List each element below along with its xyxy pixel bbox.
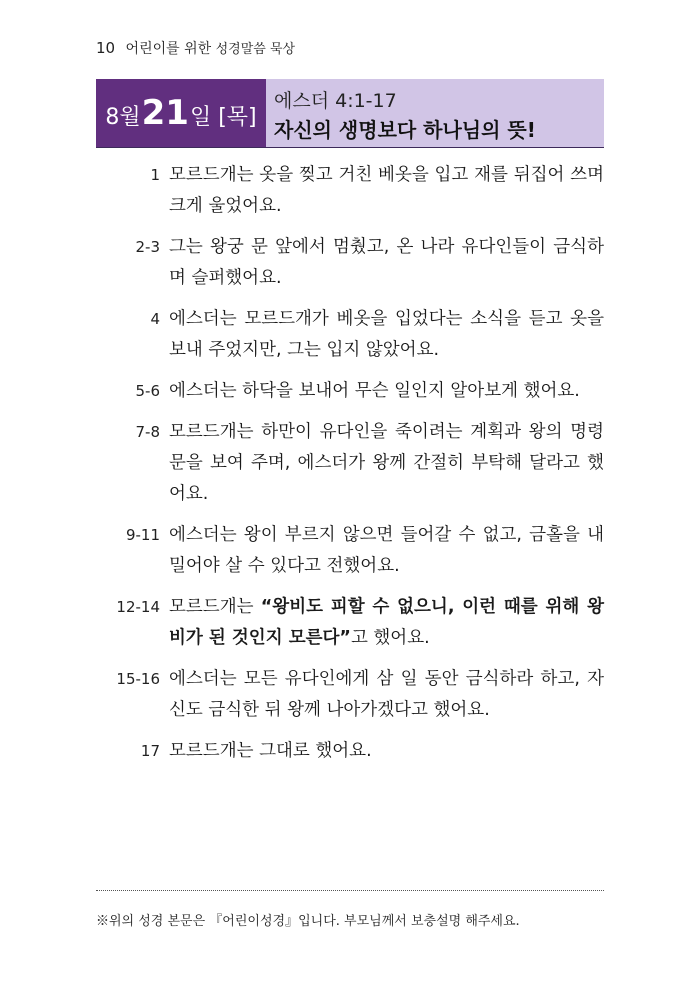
series-title: 어린이를 위한: [125, 41, 212, 57]
verse-text: [169, 664, 604, 726]
verse-number: 7-8: [135, 423, 160, 441]
date-box: [96, 79, 266, 147]
verse-text-plain: 모르드개는 하만이 유다인을 죽이려는 계획과 왕의 명령문을 보여 주며, 에스더가 왕께 간절히 부탁해 달라고 했어요.: [169, 422, 604, 504]
verse-item: [96, 592, 604, 654]
verse-text-tail: 고 했어요.: [350, 628, 430, 648]
page-number: 10: [96, 39, 116, 57]
verse-text-emphasis: “왕비도 피할 수 없으니, 이런 때를 위해 왕비가 된 것인지 모른다”: [169, 597, 604, 648]
verse-number: 17: [140, 742, 160, 760]
verse-text-plain: 모르드개는 그대로 했어요.: [169, 741, 372, 761]
verse-item: [96, 232, 604, 294]
verse-text-plain: 그는 왕궁 문 앞에서 멈췄고, 온 나라 유다인들이 금식하며 슬퍼했어요.: [169, 237, 604, 288]
verse-number: 5-6: [135, 382, 160, 400]
passage-reference: 에스더 4:1-17: [274, 90, 397, 112]
date-day: 21: [141, 93, 189, 133]
verse-text-plain: 에스더는 모든 유다인에게 삼 일 동안 금식하라 하고, 자신도 금식한 뒤 왕께 나아가겠다고 했어요.: [169, 669, 604, 720]
verse-text-plain: 에스더는 모르드개가 베옷을 입었다는 소식을 듣고 옷을 보내 주었지만, 그는 입지 않았어요.: [169, 309, 604, 360]
date-weekday: 일 [목]: [189, 105, 257, 130]
verse-number: 15-16: [116, 670, 160, 688]
verse-text: [169, 520, 604, 582]
verse-text-plain: 모르드개는 옷을 찢고 거친 베옷을 입고 재를 뒤집어 쓰며 크게 울었어요.: [169, 165, 604, 216]
verse-text: [169, 304, 604, 366]
verse-text: [169, 417, 604, 510]
passage-box: [266, 79, 604, 147]
verse-text-plain: 모르드개는: [169, 597, 261, 617]
verse-text: [169, 736, 604, 767]
verse-text: [169, 592, 604, 654]
verse-number: 1: [150, 166, 160, 184]
verse-number: 9-11: [125, 526, 160, 544]
verse-list: [96, 160, 604, 777]
verse-text-plain: 에스더는 하닥을 보내어 무슨 일인지 알아보게 했어요.: [169, 381, 580, 401]
running-head: [96, 38, 295, 58]
verse-item: [96, 736, 604, 767]
book-title: 성경말씀 묵상: [215, 42, 296, 57]
verse-text: [169, 232, 604, 294]
verse-text: [169, 376, 604, 407]
verse-number: 12-14: [116, 598, 160, 616]
verse-number: 4: [150, 310, 160, 328]
verse-item: [96, 160, 604, 222]
verse-item: [96, 520, 604, 582]
verse-text: [169, 160, 604, 222]
verse-text-plain: 에스더는 왕이 부르지 않으면 들어갈 수 없고, 금홀을 내밀어야 살 수 있다고 전했어요.: [169, 525, 604, 576]
footer-divider: [96, 890, 604, 891]
passage-title: 자신의 생명보다 하나님의 뜻!: [274, 118, 536, 142]
verse-item: [96, 664, 604, 726]
date-month: 8월: [105, 105, 141, 130]
verse-item: [96, 304, 604, 366]
footnote: ※위의 성경 본문은 『어린이성경』입니다. 부모님께서 보충설명 해주세요.: [96, 914, 520, 929]
verse-item: [96, 376, 604, 407]
verse-number: 2-3: [135, 238, 160, 256]
day-header: [96, 79, 604, 148]
verse-item: [96, 417, 604, 510]
